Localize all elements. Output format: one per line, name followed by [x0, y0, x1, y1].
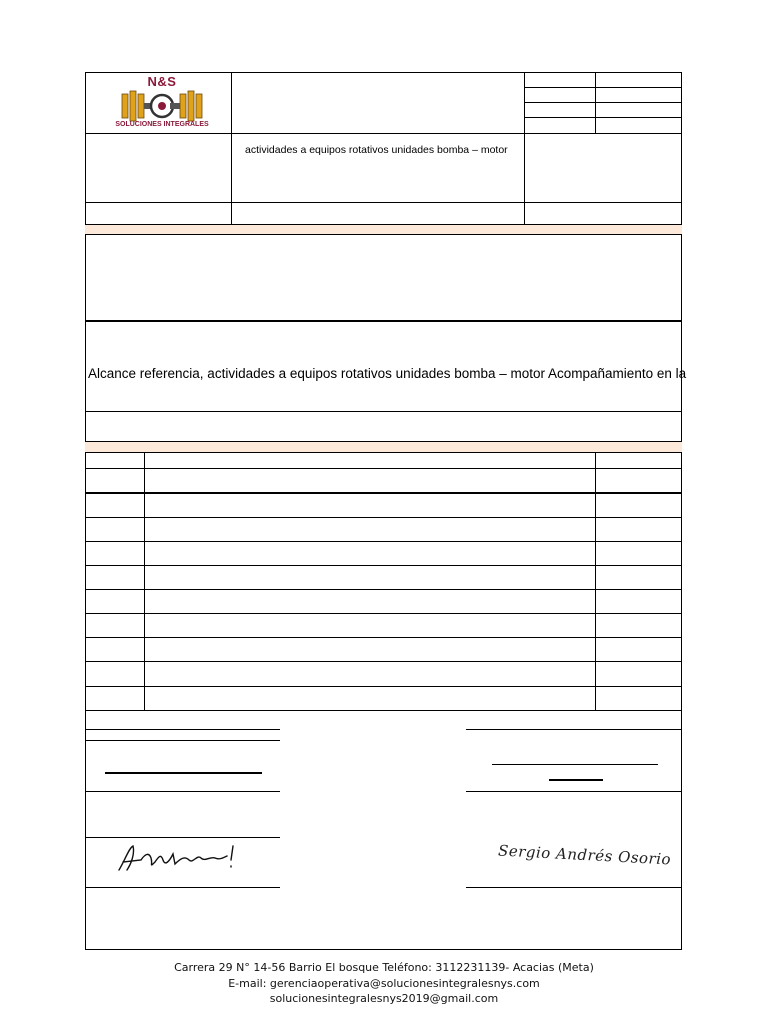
table-row-line — [85, 589, 682, 590]
table-row-line — [85, 710, 682, 711]
signature-line — [466, 887, 682, 888]
signature-line — [466, 729, 682, 730]
signature-line — [85, 837, 280, 838]
table-row-line — [85, 637, 682, 638]
right-signature-name: Sergio Andrés Osorio — [497, 841, 672, 869]
section-line — [85, 320, 682, 322]
signature-line — [85, 729, 280, 730]
footer-email-secondary: solucionesintegralesnys2019@gmail.com — [269, 992, 499, 1005]
footer-email: E-mail: gerenciaoperativa@solucionesintegralesnys.com — [228, 977, 540, 990]
signature-line — [85, 740, 280, 741]
pump-gear-logo-icon — [110, 86, 214, 126]
signature-line — [549, 779, 603, 781]
header-row-line — [85, 202, 682, 203]
table-row-line — [85, 492, 682, 494]
header-row-line — [524, 117, 682, 118]
table-row-line — [85, 661, 682, 662]
header-row-line — [85, 133, 682, 134]
left-signature — [115, 840, 245, 876]
signature-line — [85, 887, 280, 888]
signature-line — [85, 791, 280, 792]
section-line — [85, 411, 682, 412]
company-logo — [110, 74, 214, 132]
signature-line — [466, 791, 682, 792]
scope-text: Alcance referencia, actividades a equipos rotativos unidades bomba – motor Acompañamiento en la — [88, 366, 687, 381]
table-row-line — [85, 541, 682, 542]
logo-subtitle: SOLUCIONES INTEGRALES — [115, 121, 209, 128]
table-row-line — [85, 565, 682, 566]
logo-title: N&S — [147, 74, 177, 89]
header-row-line — [524, 87, 682, 88]
signature-line — [105, 772, 262, 774]
table-row-line — [85, 468, 682, 469]
section-separator — [85, 224, 682, 235]
signature-line — [492, 764, 658, 765]
footer-address: Carrera 29 N° 14-56 Barrio El bosque Teléfono: 3112231139- Acacias (Meta) — [174, 961, 594, 974]
table-row-line — [85, 686, 682, 687]
table-row-line — [85, 517, 682, 518]
table-row-line — [85, 613, 682, 614]
header-row-line — [524, 102, 682, 103]
section-separator — [85, 441, 682, 453]
document-frame — [85, 72, 682, 950]
header-description: actividades a equipos rotativos unidades bomba – motor — [245, 144, 508, 156]
